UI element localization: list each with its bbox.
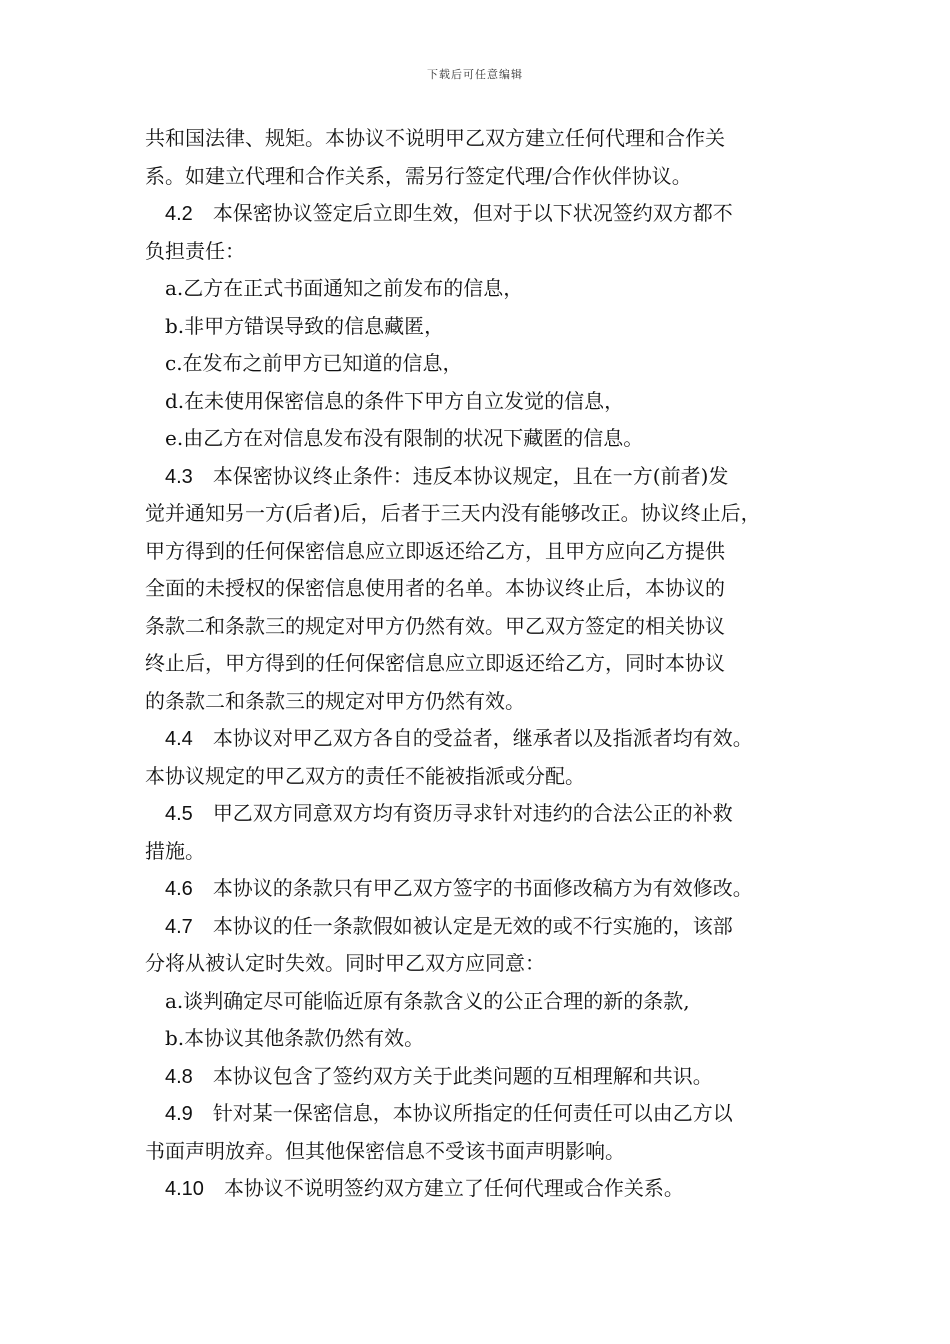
line-text: 措施。 bbox=[145, 838, 205, 863]
paragraph-line bbox=[145, 233, 825, 271]
clause-number: 4.10 bbox=[165, 1178, 204, 1200]
clause-number: 4.7 bbox=[165, 915, 193, 938]
line-text: 本协议规定的甲乙双方的责任不能被指派或分配。 bbox=[145, 763, 585, 788]
line-text: 终止后，甲方得到的任何保密信息应立即返还给乙方，同时本协议 bbox=[145, 651, 725, 675]
paragraph-line bbox=[145, 533, 825, 571]
line-text: 的条款二和条款三的规定对甲方仍然有效。 bbox=[145, 688, 525, 713]
clause-number: 4.5 bbox=[165, 803, 193, 825]
paragraph-line bbox=[145, 683, 825, 721]
paragraph-line bbox=[145, 270, 825, 308]
clause-number: 4.2 bbox=[165, 203, 193, 225]
paragraph-line bbox=[145, 420, 825, 458]
line-text: 书面声明放弃。但其他保密信息不受该书面声明影响。 bbox=[145, 1138, 625, 1163]
line-text: 系。如建立代理和合作关系，需另行签定代理/合作伙伴协议。 bbox=[145, 163, 692, 188]
clause-line bbox=[145, 720, 825, 758]
clause-line bbox=[145, 870, 825, 908]
line-text: e.由乙方在对信息发布没有限制的状况下藏匿的信息。 bbox=[165, 426, 644, 450]
line-text: 本协议不说明签约双方建立了任何代理或合作关系。 bbox=[223, 1176, 684, 1200]
line-text: b.非甲方错误导致的信息藏匿， bbox=[165, 313, 445, 338]
paragraph-line bbox=[145, 120, 825, 158]
line-text: 本协议对甲乙双方各自的受益者，继承者以及指派者均有效。 bbox=[212, 726, 753, 750]
line-text: 全面的未授权的保密信息使用者的名单。本协议终止后，本协议的 bbox=[145, 576, 725, 600]
clause-number: 4.4 bbox=[165, 728, 193, 750]
paragraph-line bbox=[145, 1133, 825, 1171]
line-text: 甲乙双方同意双方均有资历寻求针对违约的合法公正的补救 bbox=[212, 801, 733, 825]
clause-line bbox=[145, 795, 825, 833]
clause-number: 4.3 bbox=[165, 465, 193, 488]
line-text: 甲方得到的任何保密信息应立即返还给乙方，且甲方应向乙方提供 bbox=[145, 538, 725, 563]
paragraph-line bbox=[145, 983, 825, 1021]
clause-line bbox=[145, 908, 825, 946]
line-text: c.在发布之前甲方已知道的信息， bbox=[165, 351, 463, 375]
line-text: 本保密协议签定后立即生效，但对于以下状况签约双方都不 bbox=[212, 201, 733, 225]
clause-number: 4.9 bbox=[165, 1103, 193, 1125]
line-text: 本协议包含了签约双方关于此类问题的互相理解和共识。 bbox=[212, 1063, 713, 1088]
paragraph-line bbox=[145, 833, 825, 871]
clause-line bbox=[145, 195, 825, 233]
line-text: 条款二和条款三的规定对甲方仍然有效。甲乙双方签定的相关协议 bbox=[145, 613, 725, 638]
paragraph-line bbox=[145, 645, 825, 683]
paragraph-line bbox=[145, 608, 825, 646]
line-text: 分将从被认定时失效。同时甲乙双方应同意： bbox=[145, 951, 545, 975]
clause-line bbox=[145, 1058, 825, 1096]
page-header: 下载后可任意编辑 bbox=[427, 68, 523, 81]
line-text: a.谈判确定尽可能临近原有条款含义的公正合理的新的条款, bbox=[165, 988, 690, 1013]
line-text: d.在未使用保密信息的条件下甲方自立发觉的信息， bbox=[165, 388, 625, 413]
line-text: 共和国法律、规矩。本协议不说明甲乙双方建立任何代理和合作关 bbox=[145, 126, 725, 150]
paragraph-line bbox=[145, 383, 825, 421]
paragraph-line bbox=[145, 945, 825, 983]
clause-line bbox=[145, 458, 825, 496]
line-text: 本协议的条款只有甲乙双方签字的书面修改稿方为有效修改。 bbox=[212, 876, 753, 900]
paragraph-line bbox=[145, 1020, 825, 1058]
clause-number: 4.6 bbox=[165, 878, 193, 900]
line-text: b.本协议其他条款仍然有效。 bbox=[165, 1026, 425, 1050]
clause-number: 4.8 bbox=[165, 1065, 193, 1088]
paragraph-line bbox=[145, 495, 825, 533]
paragraph-line bbox=[145, 158, 825, 196]
line-text: 负担责任： bbox=[145, 238, 245, 263]
line-text: 本协议的任一条款假如被认定是无效的或不行实施的，该部 bbox=[212, 913, 733, 938]
paragraph-line bbox=[145, 308, 825, 346]
paragraph-line bbox=[145, 345, 825, 383]
line-text: 觉并通知另一方(后者)后，后者于三天内没有能够改正。协议终止后， bbox=[145, 501, 761, 525]
paragraph-line bbox=[145, 758, 825, 796]
line-text: 针对某一保密信息，本协议所指定的任何责任可以由乙方以 bbox=[212, 1101, 733, 1125]
paragraph-line bbox=[145, 570, 825, 608]
clause-line bbox=[145, 1170, 825, 1208]
line-text: 本保密协议终止条件：违反本协议规定，且在一方(前者)发 bbox=[212, 463, 729, 488]
clause-line bbox=[145, 1095, 825, 1133]
line-text: a.乙方在正式书面通知之前发布的信息， bbox=[165, 276, 524, 300]
document-body bbox=[145, 120, 825, 1208]
